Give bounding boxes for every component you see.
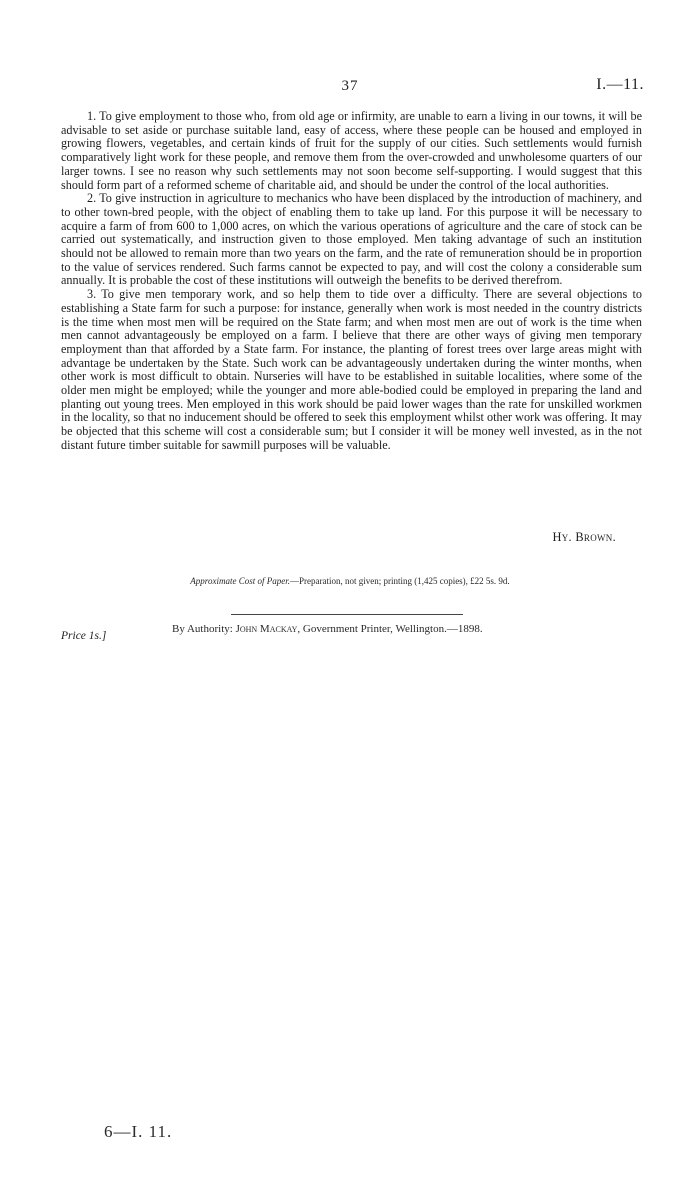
authority-suffix: , Government Printer, Wellington.—1898. <box>297 623 483 635</box>
cost-text: —Preparation, not given; printing (1,425 copies), £22 5s. 9d. <box>289 576 510 586</box>
body-text <box>61 110 642 453</box>
signature-mark: 6—I. 11. <box>104 1122 173 1141</box>
price: Price 1s.] <box>61 630 107 642</box>
cost-note <box>0 576 700 586</box>
divider-rule <box>231 614 463 615</box>
paragraph-3: 3. To give men temporary work, and so help them to tide over a difficulty. There are several objections to establishing a State farm for such a purpose: for instance, generally when work is most needed in the country districts is the time when most men will be required on the State farm; and when most men are out of work is the time when men cannot advantageously be employed on a farm. I believe that there are other ways of giving men temporary employment than that afforded by a State farm. For instance, the planting of forest trees over large areas might with advantage be undertaken by the State. Such work can be advantageously undertaken during the winter months, when other work is most difficult to obtain. Nurseries will have to be established in suitable localities, where some of the older men might be employed; while the younger and more able-bodied could be employed in preparing the land and planting out young trees. Men employed in this work should be paid lower wages than the rate for unskilled workmen in the locality, so that no inducement should be offered to seek this employment whilst other work was offering. It may be objected that this scheme will cost a considerable sum; but I consider it will be money well invested, as in the not distant future timber suitable for sawmill purposes will be valuable. <box>61 287 642 452</box>
authority-prefix: By Authority: <box>172 623 236 635</box>
document-reference: I.—11. <box>596 76 644 93</box>
page-number: 37 <box>341 78 359 94</box>
printer-authority <box>172 623 483 635</box>
printer-name: John Mackay <box>235 623 298 635</box>
paragraph-1: 1. To give employment to those who, from old age or infirmity, are unable to earn a living in our towns, it will be advisable to set aside or purchase suitable land, easy of access, where these people can be housed and employed in growing flowers, vegetables, and certain kinds of fruit for the supply of our cities. Such settlements would furnish comparatively light work for these people, and remove them from the over-crowded and unwholesome quarters of our larger towns. I see no reason why such settlements may not soon become self-supporting. I would suggest that this should form part of a reformed scheme of charitable aid, and should be under the control of the local authorities. <box>61 109 642 192</box>
cost-label: Approximate Cost of Paper. <box>190 576 290 586</box>
signature: Hy. Brown. <box>552 530 616 544</box>
paragraph-2: 2. To give instruction in agriculture to mechanics who have been displaced by the introduction of machinery, and to other town-bred people, with the object of enabling them to take up land. For this purpose it will be necessary to acquire a farm of from 600 to 1,000 acres, on which the various operations of agriculture and the care of stock can be carried out systematically, and instruction given to those employed. Men taking advantage of such an institution should not be allowed to remain more than two years on the farm, and the rate of remuneration should be in proportion to the value of services rendered. Such farms cannot be expected to pay, and will cost the colony a considerable sum annually. It is probable the cost of these institutions will outweigh the benefits to be derived therefrom. <box>61 191 642 288</box>
